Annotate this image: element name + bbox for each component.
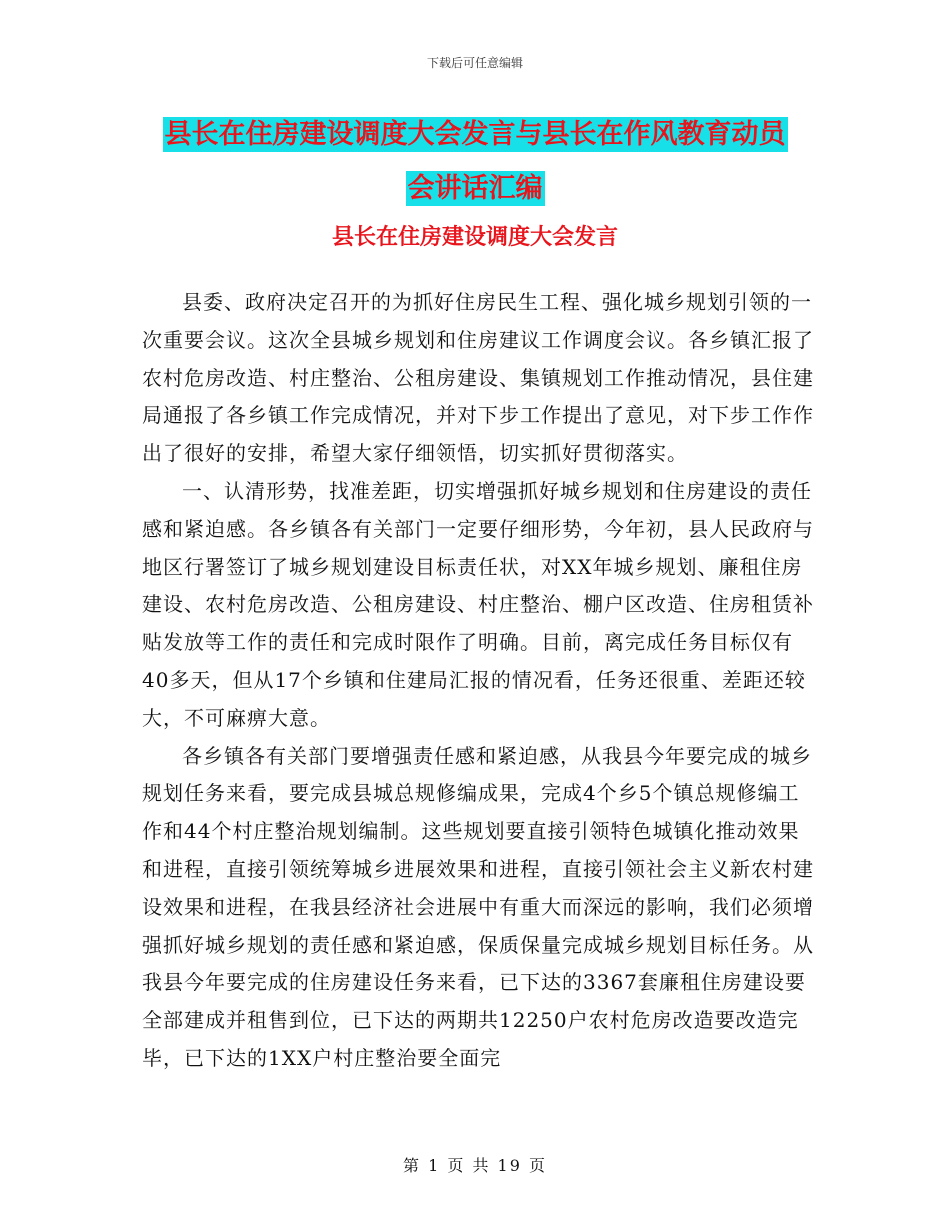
page-footer: 第 1 页 共 19 页 <box>403 1156 547 1175</box>
document-title <box>0 108 950 216</box>
section-title: 县长在住房建设调度大会发言 <box>331 225 618 250</box>
header-note: 下载后可任意编辑 <box>426 56 523 70</box>
body-text <box>142 284 814 1078</box>
document-title-line-1: 县长在住房建设调度大会发言与县长在作风教育动员 <box>164 119 786 150</box>
paragraph: 县委、政府决定召开的为抓好住房民生工程、强化城乡规划引领的一次重要会议。这次全县城乡规划和住房建议工作调度会议。各乡镇汇报了农村危房改造、村庄整治、公租房建设、集镇规划工作推动情况，县住建局通报了各乡镇工作完成情况，并对下步工作提出了意见，对下步工作作出了很好的安排，希望大家仔细领悟，切实抓好贯彻落实。 <box>142 290 814 466</box>
paragraph: 各乡镇各有关部门要增强责任感和紧迫感，从我县今年要完成的城乡规划任务来看，要完成县城总规修编成果，完成4个乡5个镇总规修编工作和44个村庄整治规划编制。这些规划要直接引领特色城镇化推动效果和进程，直接引领统筹城乡进展效果和进程，直接引领社会主义新农村建设效果和进程，在我县经济社会进展中有重大而深远的影响，我们必须增强抓好城乡规划的责任感和紧迫感，保质保量完成城乡规划目标任务。从我县今年要完成的住房建设任务来看，已下达的3367套廉租住房建设要全部建成并租售到位，已下达的两期共12250户农村危房改造要改造完毕，已下达的1XX户村庄整治要全面完 <box>142 743 814 1070</box>
paragraph: 一、认清形势，找准差距，切实增强抓好城乡规划和住房建设的责任感和紧迫感。各乡镇各有关部门一定要仔细形势，今年初，县人民政府与地区行署签订了城乡规划建设目标责任状，对XX年城乡规划、廉租住房建设、农村危房改造、公租房建设、村庄整治、棚户区改造、住房租赁补贴发放等工作的责任和完成时限作了明确。目前，离完成任务目标仅有40多天，但从17个乡镇和住建局汇报的情况看，任务还很重、差距还较大，不可麻痹大意。 <box>142 478 814 730</box>
document-title-line-2: 会讲话汇编 <box>407 173 543 204</box>
